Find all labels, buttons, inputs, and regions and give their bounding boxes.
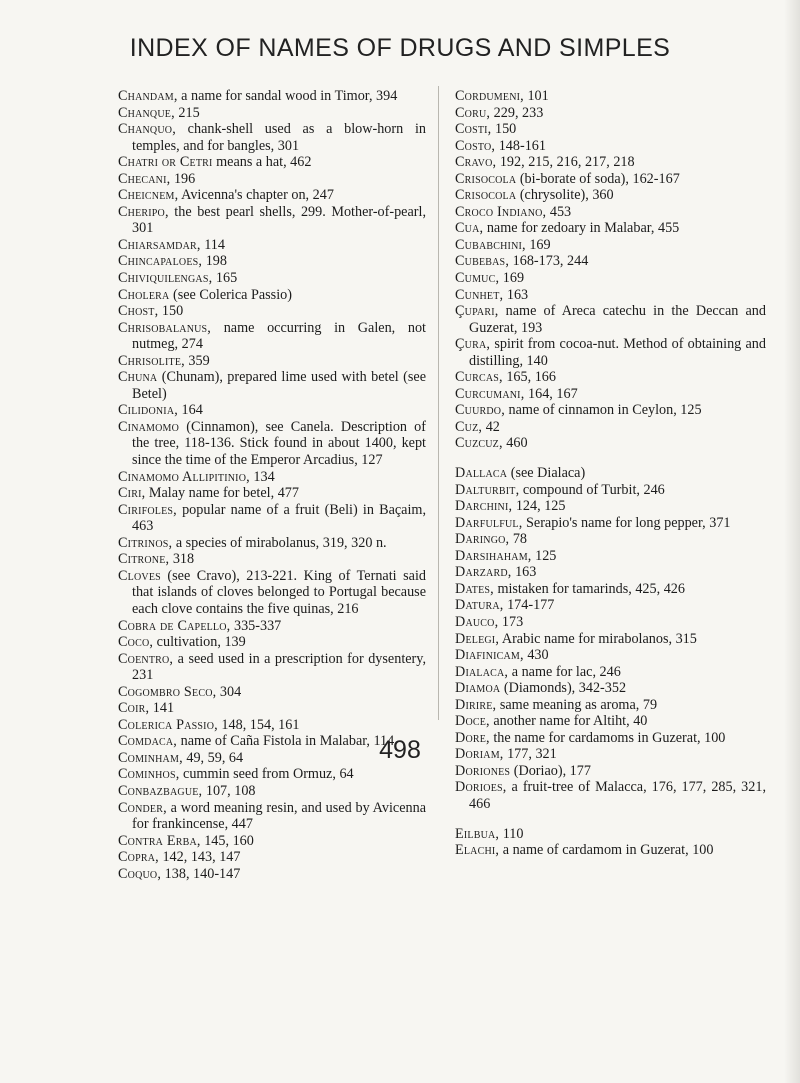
entry-headword: Delegi,	[455, 630, 500, 647]
entry-text: 49, 59, 64	[182, 749, 244, 766]
index-entry	[118, 88, 426, 105]
entry-text: (Cinnamon), see Canela. Description of the tree, 118-136. Stick found in about 1400, kept since the time of the Emperor Arcadius, 127	[132, 418, 426, 469]
entry-text: 165	[212, 270, 238, 287]
entry-text: 453	[546, 203, 572, 220]
index-entry	[455, 564, 766, 581]
index-entry	[455, 88, 766, 105]
entry-text: a seed used in a prescription for dysentery, 231	[132, 650, 426, 684]
index-entry	[118, 237, 426, 254]
entry-headword: Cinamomo Allipitinio,	[118, 468, 250, 485]
entry-headword: Dorioes,	[455, 779, 507, 796]
entry-headword: Cloves	[118, 567, 161, 584]
index-entry	[455, 204, 766, 221]
entry-text: (see Dialaca)	[507, 465, 586, 482]
entry-text: 165, 166	[502, 369, 556, 386]
entry-text: a fruit-tree of Malacca, 176, 177, 285, 321, 466	[469, 779, 766, 812]
entry-text: (see Colerica Passio)	[169, 286, 292, 303]
index-entry	[118, 651, 426, 684]
index-entry	[118, 866, 426, 883]
entry-text: (chrysolite), 360	[516, 187, 614, 204]
entry-headword: Chandam,	[118, 88, 178, 104]
entry-headword: Comdaca,	[118, 733, 178, 750]
entry-text: (Chunam), prepared lime used with betel (see Betel)	[132, 369, 426, 402]
index-entry	[455, 531, 766, 548]
index-entry	[455, 597, 766, 614]
entry-headword: Crisocola	[455, 187, 517, 204]
entry-headword: Cubebas,	[455, 253, 510, 270]
entry-headword: Cubabchini,	[455, 236, 526, 253]
entry-headword: Çupari,	[455, 303, 499, 320]
entry-text: (bi-borate of soda), 162-167	[516, 170, 680, 187]
entry-headword: Costo,	[455, 137, 496, 154]
entry-headword: Conder,	[118, 799, 167, 816]
entry-text: 168-173, 244	[509, 253, 589, 270]
entry-headword: Citrone,	[118, 551, 170, 568]
index-entry	[455, 369, 766, 386]
column-divider	[438, 86, 439, 720]
index-entry	[118, 287, 426, 304]
entry-text: compound of Turbit, 246	[519, 481, 665, 498]
entry-headword: Darzard,	[455, 564, 512, 581]
entry-text: 101	[523, 88, 549, 104]
entry-text: mistaken for tamarinds, 425, 426	[493, 580, 685, 597]
entry-headword: Cravo,	[455, 154, 497, 171]
entry-headword: Cobra de Capello,	[118, 617, 231, 634]
entry-headword: Cirifoles,	[118, 501, 177, 518]
entry-headword: Cilidonia,	[118, 402, 178, 419]
index-entry	[455, 121, 766, 138]
entry-headword: Chanque,	[118, 104, 175, 121]
index-entry	[455, 498, 766, 515]
entry-headword: Darsihaham,	[455, 547, 532, 564]
entry-text: 173	[498, 613, 524, 630]
index-entry	[118, 369, 426, 402]
entry-text: 124, 125	[512, 498, 566, 515]
entry-text: 163	[503, 286, 529, 303]
entry-headword: Diafinicam,	[455, 647, 524, 664]
entry-text: 148, 154, 161	[217, 716, 300, 733]
entry-text: 107, 108	[202, 782, 256, 799]
index-entry	[455, 664, 766, 681]
entry-headword: Chincapaloes,	[118, 253, 203, 270]
entry-headword: Crisocola	[455, 170, 517, 187]
entry-headword: Croco Indiano,	[455, 203, 547, 220]
index-entry	[455, 187, 766, 204]
entry-text: 177, 321	[503, 746, 557, 763]
entry-text: 145, 160	[200, 832, 254, 849]
index-entry	[455, 303, 766, 336]
entry-headword: Doriones	[455, 762, 511, 779]
entry-headword: Cholera	[118, 286, 170, 303]
entry-headword: Cumuc,	[455, 270, 500, 287]
index-entry	[118, 105, 426, 122]
index-entry	[455, 581, 766, 598]
entry-headword: Cuz,	[455, 418, 483, 435]
entry-headword: Dates,	[455, 580, 494, 597]
entry-headword: Dore,	[455, 729, 490, 746]
entry-headword: Cunhet,	[455, 286, 504, 303]
index-entry	[455, 647, 766, 664]
entry-headword: Contra Erba,	[118, 832, 201, 849]
entry-text: 192, 215, 216, 217, 218	[496, 154, 635, 171]
entry-text: Arabic name for mirabolanos, 315	[499, 630, 697, 647]
entry-text: 164, 167	[524, 385, 578, 402]
index-entry	[118, 171, 426, 188]
entry-headword: Dalturbit,	[455, 481, 520, 498]
section-gap	[455, 452, 766, 465]
index-entry	[455, 270, 766, 287]
page-number: 498	[379, 736, 421, 764]
entry-headword: Cordumeni,	[455, 88, 524, 104]
entry-headword: Cuurdo,	[455, 402, 505, 419]
entry-headword: Chrisobalanus,	[118, 319, 212, 336]
entry-headword: Chost,	[118, 303, 159, 320]
index-entry	[455, 138, 766, 155]
entry-headword: Çura,	[455, 336, 491, 353]
index-entry	[118, 187, 426, 204]
entry-text: same meaning as aroma, 79	[496, 696, 658, 713]
index-entry	[118, 121, 426, 154]
entry-headword: Dauco,	[455, 613, 499, 630]
entry-text: 196	[170, 170, 196, 187]
entry-text: 150	[158, 303, 184, 320]
index-entry	[455, 842, 766, 859]
entry-headword: Chiviquilengas,	[118, 270, 213, 287]
index-entry	[455, 826, 766, 843]
entry-text: Serapio's name for long pepper, 371	[522, 514, 731, 531]
entry-text: 169	[525, 236, 551, 253]
index-entry	[118, 700, 426, 717]
entry-text: 215	[174, 104, 200, 121]
entry-headword: Chatri or Cetri	[118, 154, 213, 171]
index-entry	[455, 402, 766, 419]
entry-text: the name for cardamoms in Guzerat, 100	[489, 729, 726, 746]
index-entry	[455, 631, 766, 648]
entry-headword: Copra,	[118, 849, 159, 866]
entry-text: 42	[482, 418, 500, 435]
entry-text: 134	[249, 468, 275, 485]
entry-text: 174-177	[503, 597, 555, 614]
page-edge-shadow	[784, 0, 800, 1083]
entry-text: 138, 140-147	[161, 865, 241, 882]
entry-headword: Chrisolite,	[118, 352, 185, 369]
entry-text: Malay name for betel, 477	[145, 485, 299, 502]
index-entry	[118, 634, 426, 651]
index-entry	[118, 717, 426, 734]
index-entry	[455, 336, 766, 369]
entry-headword: Cominham,	[118, 749, 183, 766]
index-entry	[455, 220, 766, 237]
index-entry	[118, 353, 426, 370]
index-entry	[455, 713, 766, 730]
entry-headword: Darchini,	[455, 498, 513, 515]
index-entry	[118, 253, 426, 270]
entry-headword: Cheripo,	[118, 203, 169, 220]
entry-text: 141	[149, 700, 175, 717]
entry-text: Avicenna's chapter on, 247	[178, 187, 334, 204]
entry-headword: Darfulful,	[455, 514, 523, 531]
index-entry	[118, 800, 426, 833]
entry-text: 460	[502, 435, 528, 452]
index-entry	[118, 502, 426, 535]
entry-headword: Conbazbague,	[118, 782, 203, 799]
index-entry	[455, 482, 766, 499]
entry-text: 335-337	[230, 617, 282, 634]
index-entry	[455, 237, 766, 254]
index-entry	[118, 568, 426, 618]
entry-headword: Cheicnem,	[118, 187, 179, 204]
entry-headword: Cuzcuz,	[455, 435, 503, 452]
index-entry	[455, 171, 766, 188]
entry-headword: Doriam,	[455, 746, 504, 763]
entry-text: cultivation, 139	[153, 634, 246, 651]
entry-text: (Doriao), 177	[510, 762, 591, 779]
entry-headword: Checani,	[118, 170, 171, 187]
entry-text: 125	[531, 547, 557, 564]
entry-headword: Datura,	[455, 597, 504, 614]
index-entry	[118, 684, 426, 701]
entry-text: 164	[178, 402, 203, 419]
entry-text: 114	[200, 236, 225, 253]
index-entry	[455, 548, 766, 565]
entry-text: name of Caña Fistola in Malabar, 114	[177, 733, 395, 750]
index-entry	[455, 697, 766, 714]
entry-headword: Coru,	[455, 104, 491, 121]
index-entry	[118, 551, 426, 568]
index-entry	[455, 515, 766, 532]
entry-headword: Cogombro Seco,	[118, 683, 217, 700]
entry-text: spirit from cocoa-nut. Method of obtaining and distilling, 140	[469, 336, 766, 369]
index-entry	[455, 419, 766, 436]
entry-headword: Colerica Passio,	[118, 716, 218, 733]
entry-headword: Costi,	[455, 121, 492, 138]
index-entry	[118, 783, 426, 800]
entry-text: cummin seed from Ormuz, 64	[179, 766, 354, 783]
index-entry	[118, 766, 426, 783]
entry-headword: Coir,	[118, 700, 150, 717]
entry-text: chank-shell used as a blow-horn in temples, and for bangles, 301	[132, 121, 426, 154]
entry-text: 142, 143, 147	[158, 849, 241, 866]
entry-headword: Curcumani,	[455, 385, 525, 402]
entry-text: (Diamonds), 342-352	[500, 680, 627, 697]
entry-headword: Chanquo,	[118, 121, 176, 138]
index-entry	[455, 435, 766, 452]
entry-text: 430	[523, 647, 549, 664]
index-entry	[455, 154, 766, 171]
entry-headword: Daringo,	[455, 531, 510, 548]
entry-headword: Dirire,	[455, 696, 497, 713]
entry-headword: Diamoa	[455, 680, 501, 697]
entry-headword: Eilbua,	[455, 825, 500, 842]
entry-headword: Chiarsamdar,	[118, 236, 201, 253]
entry-headword: Coentro,	[118, 650, 174, 667]
entry-text: 150	[491, 121, 517, 138]
entry-text: a species of mirabolanus, 319, 320 n.	[172, 534, 387, 551]
entry-headword: Dallaca	[455, 465, 508, 482]
entry-text: (see Cravo), 213-221. King of Ternati said that islands of cloves belonged to Portugal because each clove contains the five quinas, 216	[132, 567, 426, 617]
index-entry	[118, 204, 426, 237]
entry-headword: Cua,	[455, 220, 484, 237]
index-entry	[118, 320, 426, 353]
entry-text: 110	[499, 825, 524, 842]
entry-text: 78	[509, 531, 528, 548]
index-entry	[455, 779, 766, 812]
entry-headword: Chuna	[118, 369, 158, 386]
entry-headword: Cinamomo	[118, 418, 180, 435]
entry-text: a name for lac, 246	[508, 663, 621, 680]
entry-headword: Cominhos,	[118, 766, 180, 783]
entry-text: name for zedoary in Malabar, 455	[483, 220, 680, 237]
index-entry	[455, 680, 766, 697]
entry-text: a word meaning resin, and used by Avicenna for frankincense, 447	[132, 799, 426, 833]
index-entry	[455, 465, 766, 482]
entry-text: name occurring in Galen, not nutmeg, 274	[132, 319, 426, 353]
entry-headword: Elachi,	[455, 842, 500, 859]
entry-text: 163	[511, 564, 537, 581]
entry-text: a name of cardamom in Guzerat, 100	[499, 842, 714, 859]
entry-text: 359	[184, 352, 210, 369]
index-entry	[118, 469, 426, 486]
index-entry	[118, 154, 426, 171]
entry-text: 304	[216, 683, 242, 700]
entry-headword: Ciri,	[118, 485, 146, 502]
entry-headword: Dialaca,	[455, 663, 509, 680]
index-entry	[118, 303, 426, 320]
index-entry	[118, 270, 426, 287]
entry-text: a name for sandal wood in Timor, 394	[177, 88, 398, 104]
section-gap	[455, 813, 766, 826]
entry-headword: Coco,	[118, 634, 154, 651]
index-entry	[118, 618, 426, 635]
entry-headword: Doce,	[455, 713, 490, 730]
index-entry	[455, 763, 766, 780]
entry-text: 198	[202, 253, 227, 270]
page-title: INDEX OF NAMES OF DRUGS AND SIMPLES	[129, 34, 671, 62]
entry-headword: Citrinos,	[118, 534, 173, 551]
index-entry	[455, 386, 766, 403]
index-entry	[118, 849, 426, 866]
index-entry	[455, 105, 766, 122]
entry-text: 318	[169, 551, 195, 568]
entry-text: means a hat, 462	[212, 154, 312, 171]
entry-text: another name for Altiht, 40	[489, 713, 648, 730]
index-entry	[118, 419, 426, 469]
entry-headword: Curcas,	[455, 369, 503, 386]
entry-text: name of cinnamon in Ceylon, 125	[504, 402, 702, 419]
index-entry	[118, 485, 426, 502]
index-entry	[118, 833, 426, 850]
entry-text: the best pearl shells, 299. Mother-of-pearl, 301	[132, 203, 426, 237]
index-entry	[118, 535, 426, 552]
entry-text: 169	[499, 270, 525, 287]
index-entry	[118, 402, 426, 419]
entry-text: name of Areca catechu in the Deccan and Guzerat, 193	[469, 303, 766, 336]
entry-text: 229, 233	[490, 104, 544, 121]
index-entry	[455, 287, 766, 304]
entry-headword: Coquo,	[118, 865, 162, 882]
entry-text: 148-161	[495, 137, 546, 154]
entry-text: popular name of a fruit (Beli) in Baçaim, 463	[132, 501, 426, 535]
index-entry	[455, 614, 766, 631]
index-entry	[455, 253, 766, 270]
